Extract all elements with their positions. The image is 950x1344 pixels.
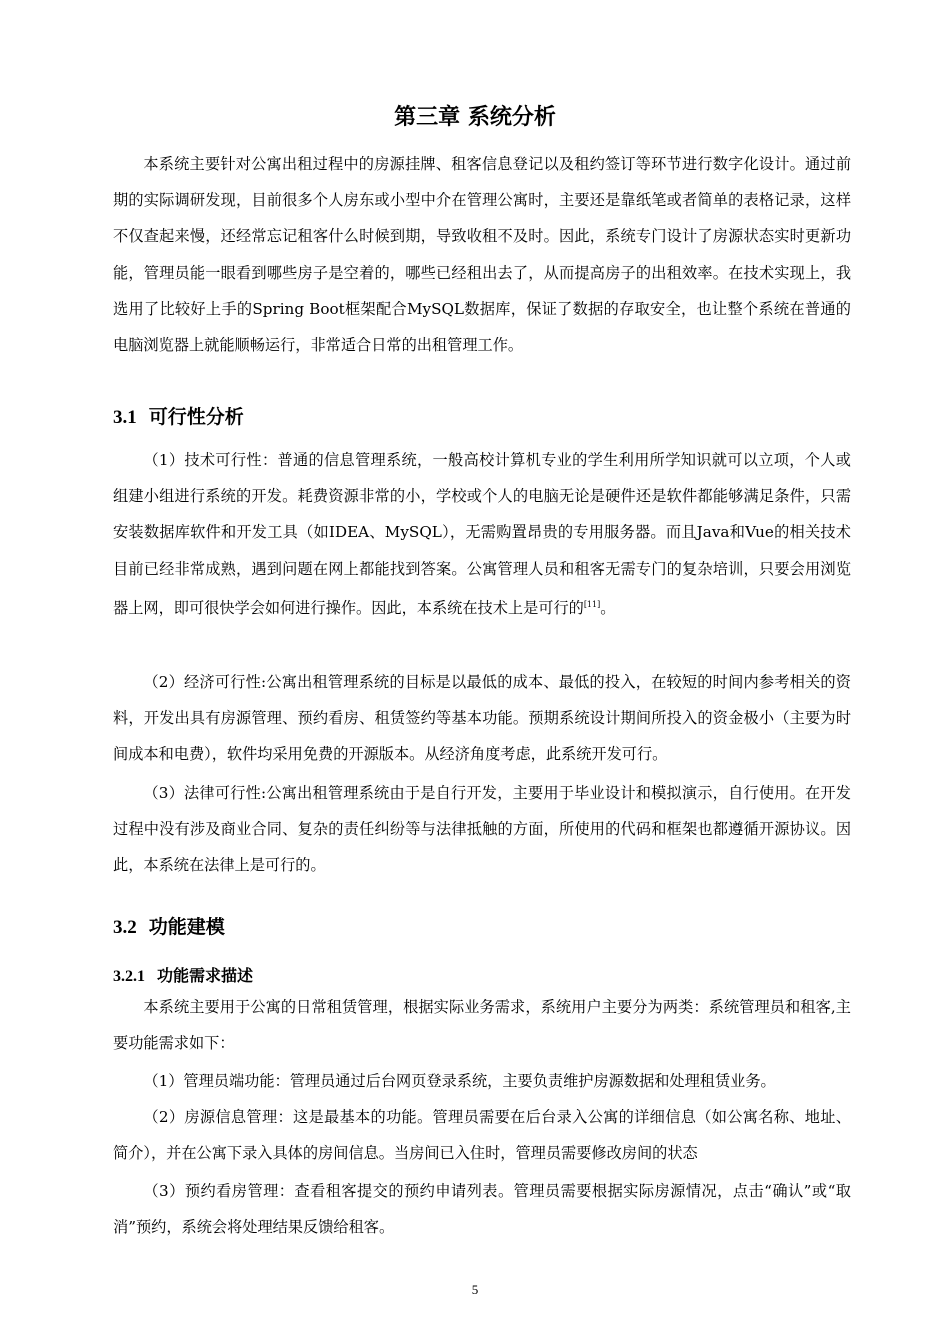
subsection-heading-3-2-1 [113, 963, 253, 986]
tech-feasibility-text: （1）技术可行性：普通的信息管理系统，一般高校计算机专业的学生利用所学知识就可以立项，个人或组建小组进行系统的开发。耗费资源非常的小，学校或个人的电脑无论是硬件还是软件都能够满足条件，只需安装数据库软件和开发工具（如IDEA、MySQL），无需购置昂贵的专用服务器。而且Java和Vue的相关技术目前已经非常成熟，遇到问题在网上都能找到答案。公寓管理人员和租客无需专门的复杂培训，只要会用浏览器上网，即可很快学会如何进行操作。因此，本系统在技术上是可行的 [113, 451, 851, 617]
section-title: 可行性分析 [148, 406, 244, 428]
requirements-intro-paragraph: 本系统主要用于公寓的日常租赁管理，根据实际业务需求，系统用户主要分为两类：系统管理员和租客,主要功能需求如下： [113, 998, 851, 1053]
requirement-item-2: （2）房源信息管理：这是最基本的功能。管理员需要在后台录入公寓的详细信息（如公寓名称、地址、简介），并在公寓下录入具体的房间信息。当房间已入住时，管理员需要修改房间的状态 [113, 1108, 851, 1163]
legal-feasibility-paragraph: （3）法律可行性:公寓出租管理系统由于是自行开发，主要用于毕业设计和模拟演示，自行使用。在开发过程中没有涉及商业合同、复杂的责任纠纷等与法律抵触的方面，所使用的代码和框架也都遵循开源协议。因此，本系统在法律上是可行的。 [113, 784, 851, 875]
tech-feasibility-paragraph [113, 442, 851, 626]
section-number: 3.1 [113, 407, 137, 428]
citation-ref: [11] [583, 599, 601, 609]
chapter-title: 第三章 系统分析 [394, 105, 556, 130]
subsection-title: 功能需求描述 [157, 966, 254, 985]
section-number: 3.2 [113, 917, 137, 938]
section-heading-3-2 [113, 912, 225, 939]
section-title: 功能建模 [148, 916, 225, 938]
requirement-item-1: （1）管理员端功能：管理员通过后台网页登录系统，主要负责维护房源数据和处理租赁业务。 [143, 1072, 776, 1090]
economic-feasibility-paragraph: （2）经济可行性:公寓出租管理系统的目标是以最低的成本、最低的投入，在较短的时间内参考相关的资料，开发出具有房源管理、预约看房、租赁签约等基本功能。预期系统设计期间所投入的资金极小（主要为时间成本和电费），软件均采用免费的开源版本。从经济角度考虑，此系统开发可行。 [113, 673, 851, 764]
tech-feasibility-end: 。 [600, 598, 616, 617]
intro-paragraph: 本系统主要针对公寓出租过程中的房源挂牌、租客信息登记以及租约签订等环节进行数字化设计。通过前期的实际调研发现，目前很多个人房东或小型中介在管理公寓时，主要还是靠纸笔或者简单的表格记录，这样不仅查起来慢，还经常忘记租客什么时候到期，导致收租不及时。因此，系统专门设计了房源状态实时更新功能，管理员能一眼看到哪些房子是空着的，哪些已经租出去了，从而提高房子的出租效率。在技术实现上，我选用了比较好上手的Spring Boot框架配合MySQL数据库，保证了数据的存取安全，也让整个系统在普通的电脑浏览器上就能顺畅运行，非常适合日常的出租管理工作。 [113, 155, 851, 355]
section-heading-3-1 [113, 402, 244, 429]
requirement-item-3: （3）预约看房管理：查看租客提交的预约申请列表。管理员需要根据实际房源情况，点击“确认”或“取消”预约，系统会将处理结果反馈给租客。 [113, 1182, 851, 1237]
page-number: 5 [471, 1282, 479, 1297]
subsection-number: 3.2.1 [113, 968, 145, 985]
